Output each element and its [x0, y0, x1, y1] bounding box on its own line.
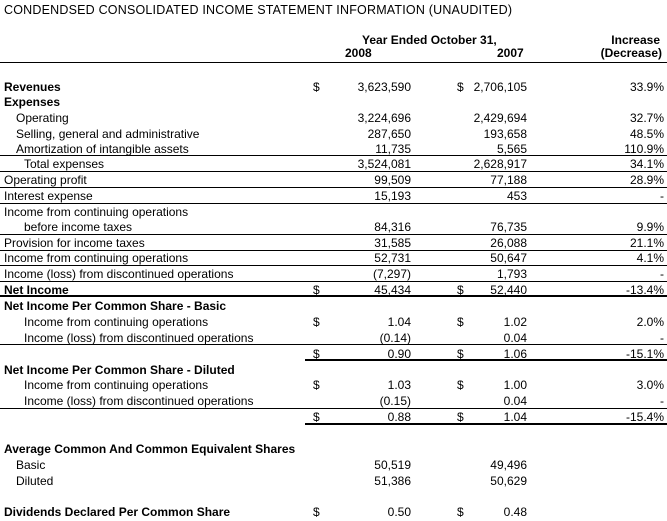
row-label: Total expenses	[24, 157, 105, 171]
value-2007: 77,188	[490, 173, 527, 187]
row-label: Income (loss) from discontinued operations	[4, 267, 234, 281]
value-2008: 51,386	[374, 474, 411, 488]
currency-symbol-2008: $	[313, 505, 320, 519]
row-label: Net Income	[4, 283, 69, 297]
value-2008: 84,316	[374, 220, 411, 234]
change-percent: 48.5%	[629, 127, 664, 141]
value-2007: 1.06	[503, 347, 527, 361]
change-percent: 32.7%	[629, 111, 664, 125]
row-label: Basic	[16, 458, 46, 472]
currency-symbol-2008: $	[313, 80, 320, 94]
rule-after-continuing-ops	[0, 265, 667, 266]
row-label: Expenses	[4, 95, 61, 109]
currency-symbol-2007: $	[457, 347, 464, 361]
change-percent: -13.4%	[625, 283, 664, 297]
change-percent: 34.1%	[629, 157, 664, 171]
change-percent: 110.9%	[624, 142, 664, 156]
statement-row	[0, 95, 667, 111]
currency-symbol-2007: $	[457, 505, 464, 519]
row-label: Diluted	[16, 474, 54, 488]
value-2008: 11,735	[375, 142, 411, 156]
change-percent: -	[660, 394, 664, 408]
value-2007: 2,706,105	[473, 80, 527, 94]
rule-after-interest-expense	[0, 203, 667, 204]
change-percent: 3.0%	[636, 378, 664, 392]
row-label: Income (loss) from discontinued operations	[24, 331, 254, 345]
statement-row	[0, 205, 667, 221]
row-label: Amortization of intangible assets	[16, 142, 189, 156]
value-2007: 52,440	[490, 283, 527, 297]
currency-symbol-2008: $	[313, 283, 320, 297]
rule-diluted-total	[305, 423, 667, 425]
value-2008: 0.90	[387, 347, 411, 361]
statement-row	[0, 458, 667, 474]
row-label: Provision for income taxes	[4, 236, 145, 250]
value-2007: 0.04	[503, 394, 527, 408]
value-2007: 453	[506, 189, 527, 203]
row-label: Revenues	[4, 80, 61, 94]
rule-basic-subtotal	[0, 344, 667, 345]
value-2008: 1.03	[387, 378, 411, 392]
currency-symbol-2007: $	[457, 410, 464, 424]
rule-after-tax-provision	[0, 250, 667, 251]
value-2007: 2,628,917	[473, 157, 527, 171]
rule-before-operating-profit	[0, 171, 667, 172]
row-label: Net Income Per Common Share - Basic	[4, 299, 227, 313]
value-2008: 287,650	[367, 127, 411, 141]
row-label: Selling, general and administrative	[16, 127, 200, 141]
change-percent: 21.1%	[629, 236, 664, 250]
statement-row	[0, 363, 667, 379]
value-2008: 3,224,696	[357, 111, 411, 125]
rule-diluted-subtotal	[0, 408, 667, 409]
value-2007: 1.02	[503, 315, 527, 329]
row-label: Net Income Per Common Share - Diluted	[4, 363, 235, 377]
column-header-2007: 2007	[497, 46, 524, 60]
header-rule	[0, 62, 667, 63]
value-2007: 50,629	[490, 474, 527, 488]
value-2008: 0.88	[387, 410, 411, 424]
row-label: Income from continuing operations	[4, 251, 189, 265]
statement-row	[0, 474, 667, 490]
change-percent: -	[660, 331, 664, 345]
rule-after-pretax-income	[0, 234, 667, 235]
statement-title: CONDENDSED CONSOLIDATED INCOME STATEMENT INFORMATION (UNAUDITED)	[4, 3, 513, 17]
currency-symbol-2007: $	[457, 315, 464, 329]
period-header: Year Ended October 31,	[362, 33, 497, 47]
change-percent: 4.1%	[636, 251, 664, 265]
change-percent: -	[660, 189, 664, 203]
column-header-change-line1: Increase	[611, 33, 660, 47]
value-2008: 15,193	[374, 189, 411, 203]
row-label: Dividends Declared Per Common Share	[4, 505, 231, 519]
value-2008: 45,434	[374, 283, 411, 297]
column-header-change-line2: (Decrease)	[600, 46, 662, 60]
value-2008: 3,524,081	[357, 157, 411, 171]
row-label: before income taxes	[24, 220, 133, 234]
value-2008: 99,509	[374, 173, 411, 187]
row-label: Operating	[16, 111, 69, 125]
row-label: Income from continuing operations	[24, 315, 209, 329]
row-label: Income from continuing operations	[24, 378, 209, 392]
currency-symbol-2007: $	[457, 80, 464, 94]
change-percent: 9.9%	[636, 220, 664, 234]
value-2007: 49,496	[490, 458, 527, 472]
statement-row	[0, 111, 667, 127]
rule-before-net-income	[0, 281, 667, 282]
rule-after-net-income	[0, 295, 667, 297]
rule-before-total-expenses	[0, 155, 667, 156]
value-2008: 3,623,590	[357, 80, 411, 94]
value-2008: 31,585	[374, 236, 411, 250]
change-percent: -15.4%	[625, 410, 664, 424]
change-percent: 33.9%	[629, 80, 664, 94]
value-2007: 193,658	[483, 127, 527, 141]
value-2007: 26,088	[490, 236, 527, 250]
currency-symbol-2008: $	[313, 378, 320, 392]
value-2007: 0.48	[503, 505, 527, 519]
value-2008: 0.50	[387, 505, 411, 519]
rule-after-operating-profit	[0, 187, 667, 188]
row-label: Income from continuing operations	[4, 205, 189, 219]
currency-symbol-2008: $	[313, 410, 320, 424]
value-2008: 1.04	[387, 315, 411, 329]
value-2008: 52,731	[374, 251, 411, 265]
change-percent: -	[660, 267, 664, 281]
row-label: Average Common And Common Equivalent Shares	[4, 442, 296, 456]
column-header-2008: 2008	[345, 46, 372, 60]
value-2007: 1.04	[503, 410, 527, 424]
value-2007: 50,647	[490, 251, 527, 265]
row-label: Income (loss) from discontinued operations	[24, 394, 254, 408]
change-percent: 2.0%	[636, 315, 664, 329]
value-2007: 1.00	[503, 378, 527, 392]
currency-symbol-2008: $	[313, 347, 320, 361]
statement-row	[0, 127, 667, 143]
value-2008: (0.15)	[379, 394, 411, 408]
currency-symbol-2007: $	[457, 378, 464, 392]
row-label: Interest expense	[4, 189, 93, 203]
value-2007: 76,735	[490, 220, 527, 234]
currency-symbol-2007: $	[457, 283, 464, 297]
value-2008: (0.14)	[379, 331, 411, 345]
statement-row	[0, 442, 667, 458]
statement-row	[0, 315, 667, 331]
value-2007: 2,429,694	[473, 111, 527, 125]
statement-row	[0, 80, 667, 96]
value-2007: 1,793	[496, 267, 527, 281]
value-2008: (7,297)	[372, 267, 411, 281]
rule-basic-total	[305, 359, 667, 361]
currency-symbol-2008: $	[313, 315, 320, 329]
value-2008: 50,519	[374, 458, 411, 472]
statement-row	[0, 299, 667, 315]
value-2007: 5,565	[496, 142, 527, 156]
row-label: Operating profit	[4, 173, 87, 187]
value-2007: 0.04	[503, 331, 527, 345]
statement-row	[0, 378, 667, 394]
change-percent: -15.1%	[625, 347, 664, 361]
change-percent: 28.9%	[629, 173, 664, 187]
